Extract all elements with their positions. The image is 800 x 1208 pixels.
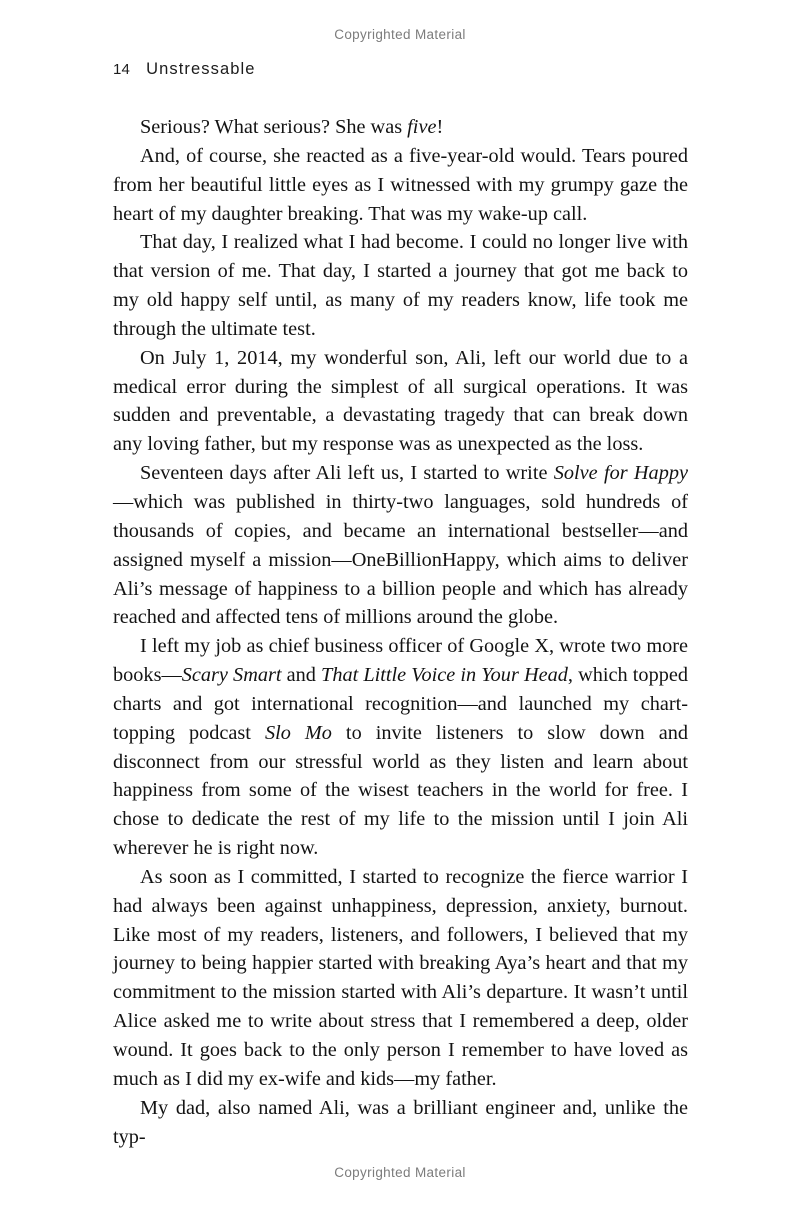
italic-run: Solve for Happy <box>553 462 688 485</box>
text-run: My dad, also named Ali, was a brilliant engineer and, unlike the typ- <box>113 1096 688 1148</box>
text-run: That day, I realized what I had become. I could no longer live with that version of me. That day, I started a journey that got me back to my old happy self until, as many of my readers know, life took me through the ultimate test. <box>113 231 688 340</box>
paragraph <box>113 459 688 632</box>
text-run: , which topped charts and got international recognition—and launched my chart-topping podcast <box>113 664 688 744</box>
italic-run: five <box>407 116 437 138</box>
text-run: And, of course, she reacted as a five-year-old would. Tears poured from her beautiful little eyes as I witnessed with my grumpy gaze the heart of my daughter breaking. That was my wake-up call. <box>113 144 688 225</box>
paragraph <box>113 228 688 343</box>
text-run: and <box>281 664 322 687</box>
italic-run: Scary Smart <box>181 664 282 687</box>
text-run: I left my job as chief business officer of Google X, wrote two more books— <box>113 635 688 687</box>
paragraph <box>113 113 688 142</box>
body-text <box>113 113 688 1151</box>
italic-run: That Little Voice in Your Head <box>321 664 568 687</box>
text-run: to invite listeners to slow down and disconnect from our stressful world as they listen and learn about happiness from some of the wisest teachers in the world for free. I chose to dedicate the rest of my life to the mission until I join Ali wherever he is right now. <box>113 721 688 860</box>
text-run: On July 1, 2014, my wonderful son, Ali, left our world due to a medical error during the simplest of all surgical operations. It was sudden and preventable, a devastating tragedy that can break down any loving father, but my response was as unexpected as the loss. <box>113 346 688 456</box>
copyright-watermark-bottom: Copyrighted Material <box>334 1165 466 1180</box>
text-run: —which was published in thirty-two languages, sold hundreds of thousands of copies, and became an international bestseller—and assigned myself a mission—OneBillionHappy, which aims to deliver Ali’s message of happiness to a billion people and which has already reached and affected tens of millions around the globe. <box>113 490 688 629</box>
text-run: ! <box>436 116 444 138</box>
paragraph <box>113 344 688 459</box>
paragraph <box>113 142 688 229</box>
paragraph <box>113 632 688 863</box>
text-run: As soon as I committed, I started to recognize the fierce warrior I had always been against unhappiness, depression, anxiety, burnout. Like most of my readers, listeners, and followers, I believed that my journey to being happier started with breaking Aya’s heart and that my commitment to the mission started with Ali’s departure. It wasn’t until Alice asked me to write about stress that I remembered a deep, older wound. It goes back to the only person I remember to have loved as much as I did my ex-wife and kids—my father. <box>113 865 688 1090</box>
text-run: Serious? What serious? She was <box>140 116 408 138</box>
book-title: Unstressable <box>146 60 256 78</box>
page-number: 14 <box>113 61 131 78</box>
running-head <box>113 60 256 79</box>
paragraph <box>113 1094 688 1152</box>
copyright-watermark-top: Copyrighted Material <box>334 27 466 42</box>
paragraph <box>113 863 688 1094</box>
text-run: Seventeen days after Ali left us, I started to write <box>140 462 554 485</box>
italic-run: Slo Mo <box>264 721 332 744</box>
